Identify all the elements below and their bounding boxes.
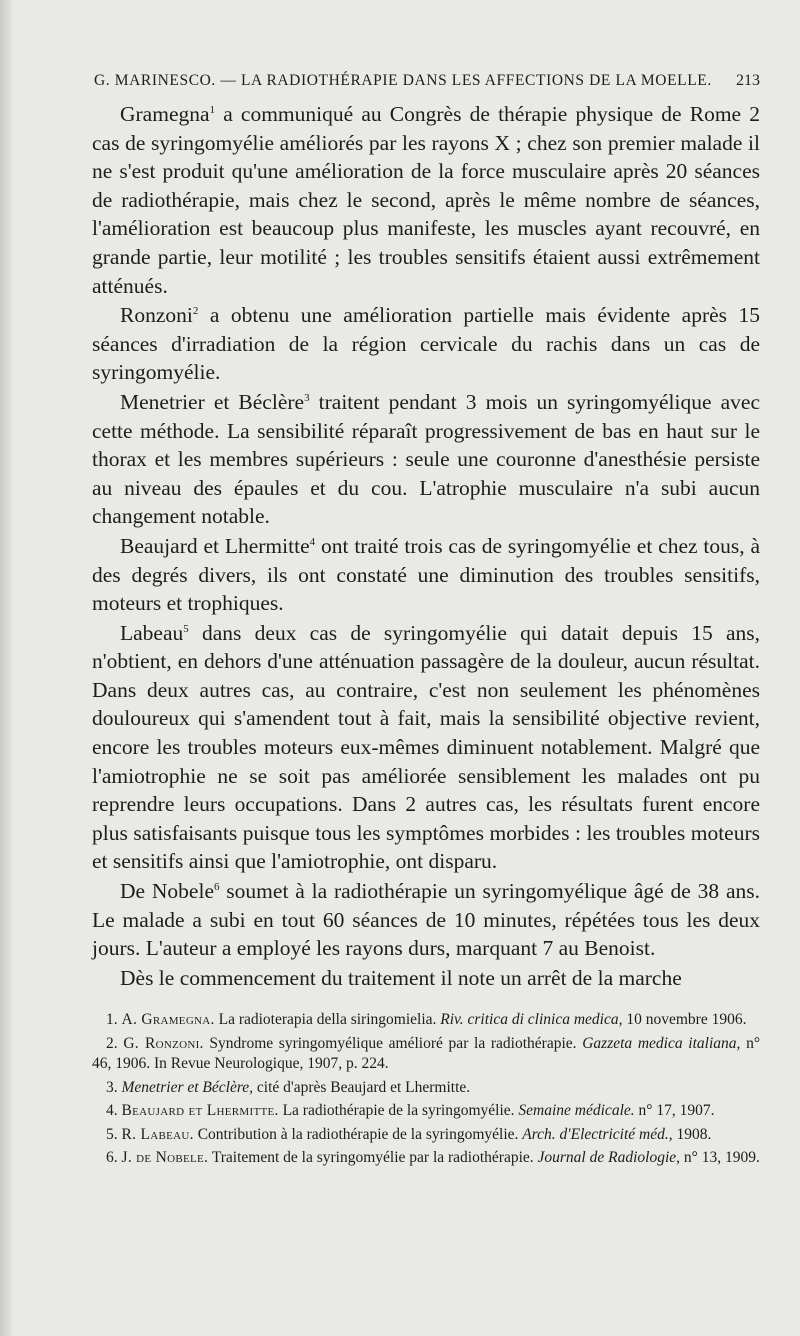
footnote-ref: 5: [183, 622, 189, 635]
paragraph: Dès le commencement du traitement il note un arrêt de la marche: [120, 965, 682, 990]
footnote: 4. Beaujard et Lhermitte. La radiothérapie de la syringomyélie. Semaine médicale. n° 17, 1907.: [106, 1102, 715, 1120]
footnote-ref: 2: [192, 305, 199, 318]
page: [92, 72, 760, 1172]
body-text: [92, 100, 760, 992]
running-title: G. MARINESCO. — LA RADIOTHÉRAPIE DANS LES AFFECTIONS DE LA MOELLE.: [94, 72, 712, 89]
page-number: 213: [736, 72, 760, 89]
page-edge-shadow: [0, 0, 14, 1336]
footnote: 5. R. Labeau. Contribution à la radiothérapie de la syringomyélie. Arch. d'Electricité méd., 1908.: [106, 1125, 712, 1143]
footnote: 2. G. Ronzoni. Syndrome syringomyélique amélioré par la radiothérapie. Gazzeta medica italiana, n° 46, 1906. In Revue Neurologique, 1907, p. 224.: [92, 1034, 761, 1073]
footnote-ref: 6: [213, 881, 220, 894]
paragraph: Beaujard et Lhermitte$^4$ ont traité trois cas de syringomyélie et chez tous, à des degrés divers, ils ont constaté une diminution des troubles sensitifs, moteurs et trophiques.: [92, 533, 761, 616]
paragraph: Gramegna$^1$ a communiqué au Congrès de thérapie physique de Rome 2 cas de syringomyélie améliorés par les rayons X ; chez son premier malade il ne s'est produit qu'une amélioration de la force musculaire après 20 séances de radiothérapie, mais chez le second, après le même nombre de séances, l'amélioration est beaucoup plus manifeste, les muscles ayant recouvré, en grande partie, leur motilité ; les troubles sensitifs étaient aussi extrêmement atténués.: [92, 102, 760, 298]
running-header: [92, 72, 760, 90]
footnote: 3. Menetrier et Béclère, cité d'après Beaujard et Lhermitte.: [106, 1078, 471, 1096]
paragraph: Ronzoni$^2$ a obtenu une amélioration partielle mais évidente après 15 séances d'irradiation de la région cervicale du rachis dans un cas de syringomyélie.: [92, 303, 760, 385]
footnote: 1. A. Gramegna. La radioterapia della siringomielia. Riv. critica di clinica medica, 10 novembre 1906.: [106, 1011, 747, 1029]
footnotes: [92, 1010, 760, 1169]
paragraph: De Nobele$^6$ soumet à la radiothérapie un syringomyélique âgé de 38 ans. Le malade a subi en tout 60 séances de 10 minutes, répétées tous les deux jours. L'auteur a employé les rayons durs, marquant 7 au Benoist.: [92, 879, 760, 961]
footnote-ref: 4: [309, 535, 316, 548]
paragraph: Menetrier et Béclère$^3$ traitent pendant 3 mois un syringomyélique avec cette méthode. La sensibilité réparaît progressivement de bas en haut sur le thorax et les membres supérieurs : seule une couronne d'anesthésie persiste au niveau des épaules et du cou. L'atrophie musculaire n'a subi aucun changement notable.: [92, 389, 760, 529]
footnote: 6. J. de Nobele. Traitement de la syringomyélie par la radiothérapie. Journal de Radiologie, n° 13, 1909.: [106, 1149, 760, 1167]
footnote-ref: 3: [304, 391, 310, 404]
footnote-ref: 1: [209, 104, 216, 116]
paragraph: Labeau$^5$ dans deux cas de syringomyélie qui datait depuis 15 ans, n'obtient, en dehors d'une atténuation passagère de la douleur, aucun résultat. Dans deux autres cas, au contraire, c'est non seulement les phénomènes douloureux qui s'amendent tout à fait, mais la sensibilité objective revient, encore les troubles moteurs eux-mêmes diminuent notablement. Malgré que l'amiotrophie ne se soit pas améliorée sensiblement les malades ont pu reprendre leurs occupations. Dans 2 autres cas, les résultats furent encore plus satisfaisants puisque tous les symptômes morbides : les troubles moteurs et sensitifs ainsi que l'amiotrophie, ont disparu.: [92, 620, 760, 874]
